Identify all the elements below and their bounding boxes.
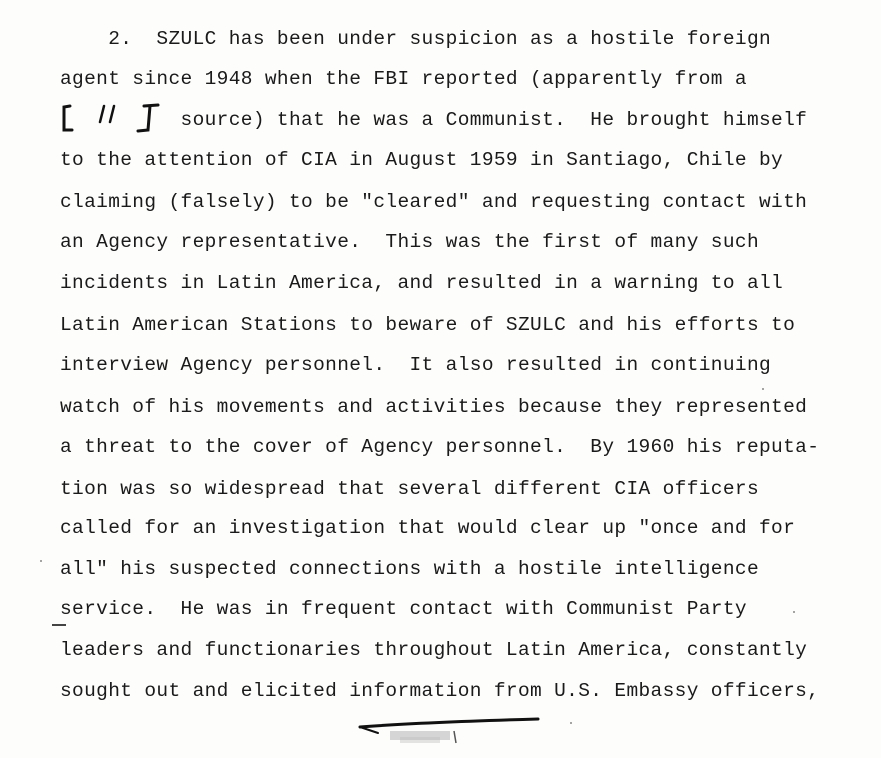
text-line-2: agent since 1948 when the FBI reported (apparently from a	[60, 68, 747, 90]
text-line-3: source) that he was a Communist. He brought himself	[60, 109, 808, 131]
text-line-7: incidents in Latin America, and resulted in a warning to all	[60, 272, 784, 294]
ink-speck	[762, 388, 764, 390]
text-line-5: claiming (falsely) to be "cleared" and requesting contact with	[60, 191, 808, 213]
ink-speck	[793, 611, 795, 613]
redaction-bracket-mark	[60, 100, 160, 136]
text-line-12: tion was so widespread that several different CIA officers	[60, 478, 760, 500]
ink-speck	[40, 560, 42, 562]
text-line-15: service. He was in frequent contact with Communist Party	[60, 598, 747, 620]
margin-tick-mark	[52, 624, 66, 626]
text-line-11: a threat to the cover of Agency personnel. By 1960 his reputa-	[60, 436, 820, 458]
ink-speck	[570, 722, 572, 724]
text-line-17: sought out and elicited information from U.S. Embassy officers,	[60, 680, 820, 702]
text-line-10: watch of his movements and activities because they represented	[60, 396, 808, 418]
text-line-6: an Agency representative. This was the first of many such	[60, 231, 760, 253]
text-line-8: Latin American Stations to beware of SZULC and his efforts to	[60, 314, 796, 336]
text-line-13: called for an investigation that would clear up "once and for	[60, 517, 796, 539]
text-line-9: interview Agency personnel. It also resulted in continuing	[60, 354, 772, 376]
text-line-16: leaders and functionaries throughout Latin America, constantly	[60, 639, 808, 661]
smudged-stamp-mark	[350, 715, 550, 750]
text-line-4: to the attention of CIA in August 1959 in Santiago, Chile by	[60, 149, 784, 171]
text-line-1: 2. SZULC has been under suspicion as a hostile foreign	[60, 28, 772, 50]
text-line-14: all" his suspected connections with a hostile intelligence	[60, 558, 760, 580]
